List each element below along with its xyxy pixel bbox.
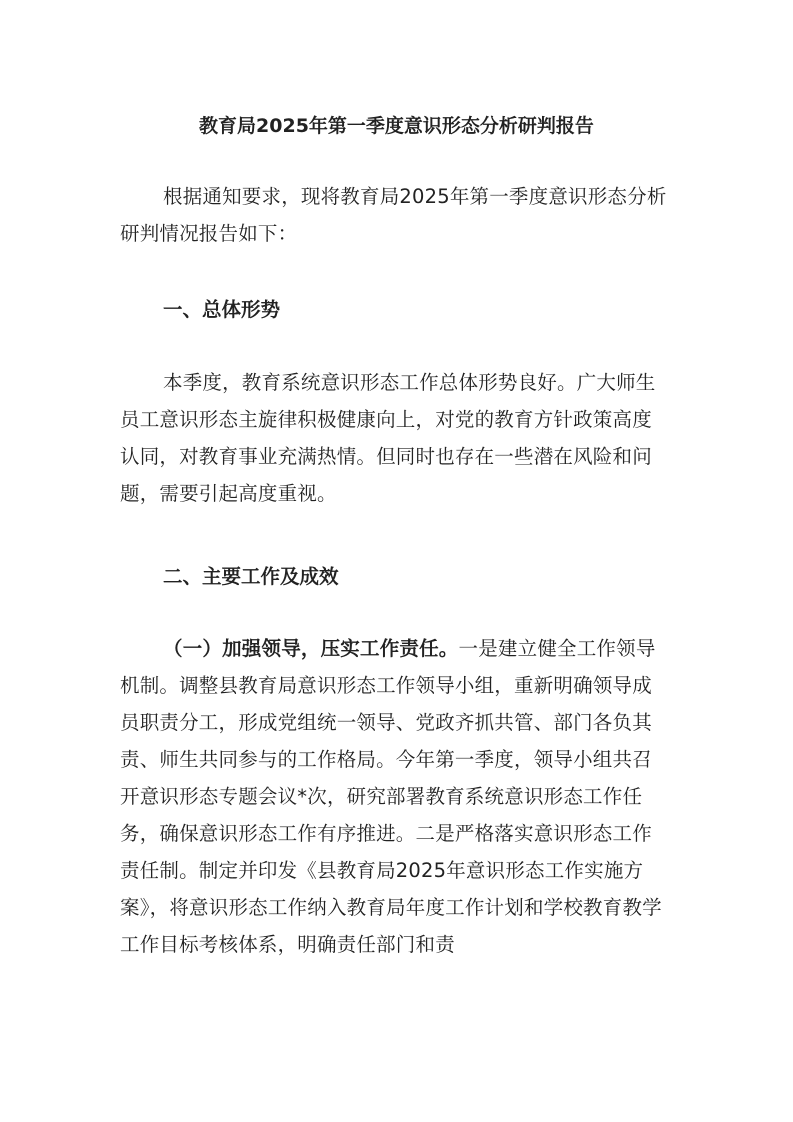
section-heading-overall: 一、总体形势 <box>163 298 281 321</box>
section-heading-main-work: 二、主要工作及成效 <box>163 565 339 588</box>
main-work-paragraph <box>120 630 668 963</box>
subsection-lead: （一）加强领导，压实工作责任。 <box>163 637 459 660</box>
intro-paragraph: 根据通知要求，现将教育局2025年第一季度意识形态分析研判情况报告如下： <box>120 185 667 245</box>
overall-situation-paragraph: 本季度，教育系统意识形态工作总体形势良好。广大师生员工意识形态主旋律积极健康向上，对党的教育方针政策高度认同，对教育事业充满热情。但同时也存在一些潜在风险和问题，需要引起高度重视。 <box>120 371 656 505</box>
main-work-text: 一是建立健全工作领导机制。调整县教育局意识形态工作领导小组，重新明确领导成员职责分工，形成党组统一领导、党政齐抓共管、部门各负其责、师生共同参与的工作格局。今年第一季度，领导小组共召开意识形态专题会议*次，研究部署教育系统意识形态工作任务，确保意识形态工作有序推进。二是严格落实意识形态工作责任制。制定并印发《县教育局2025年意识形态工作实施方案》，将意识形态工作纳入教育局年度工作计划和学校教育教学工作目标考核体系，明确责任部门和责 <box>120 637 662 956</box>
page-title: 教育局2025年第一季度意识形态分析研判报告 <box>199 115 594 137</box>
